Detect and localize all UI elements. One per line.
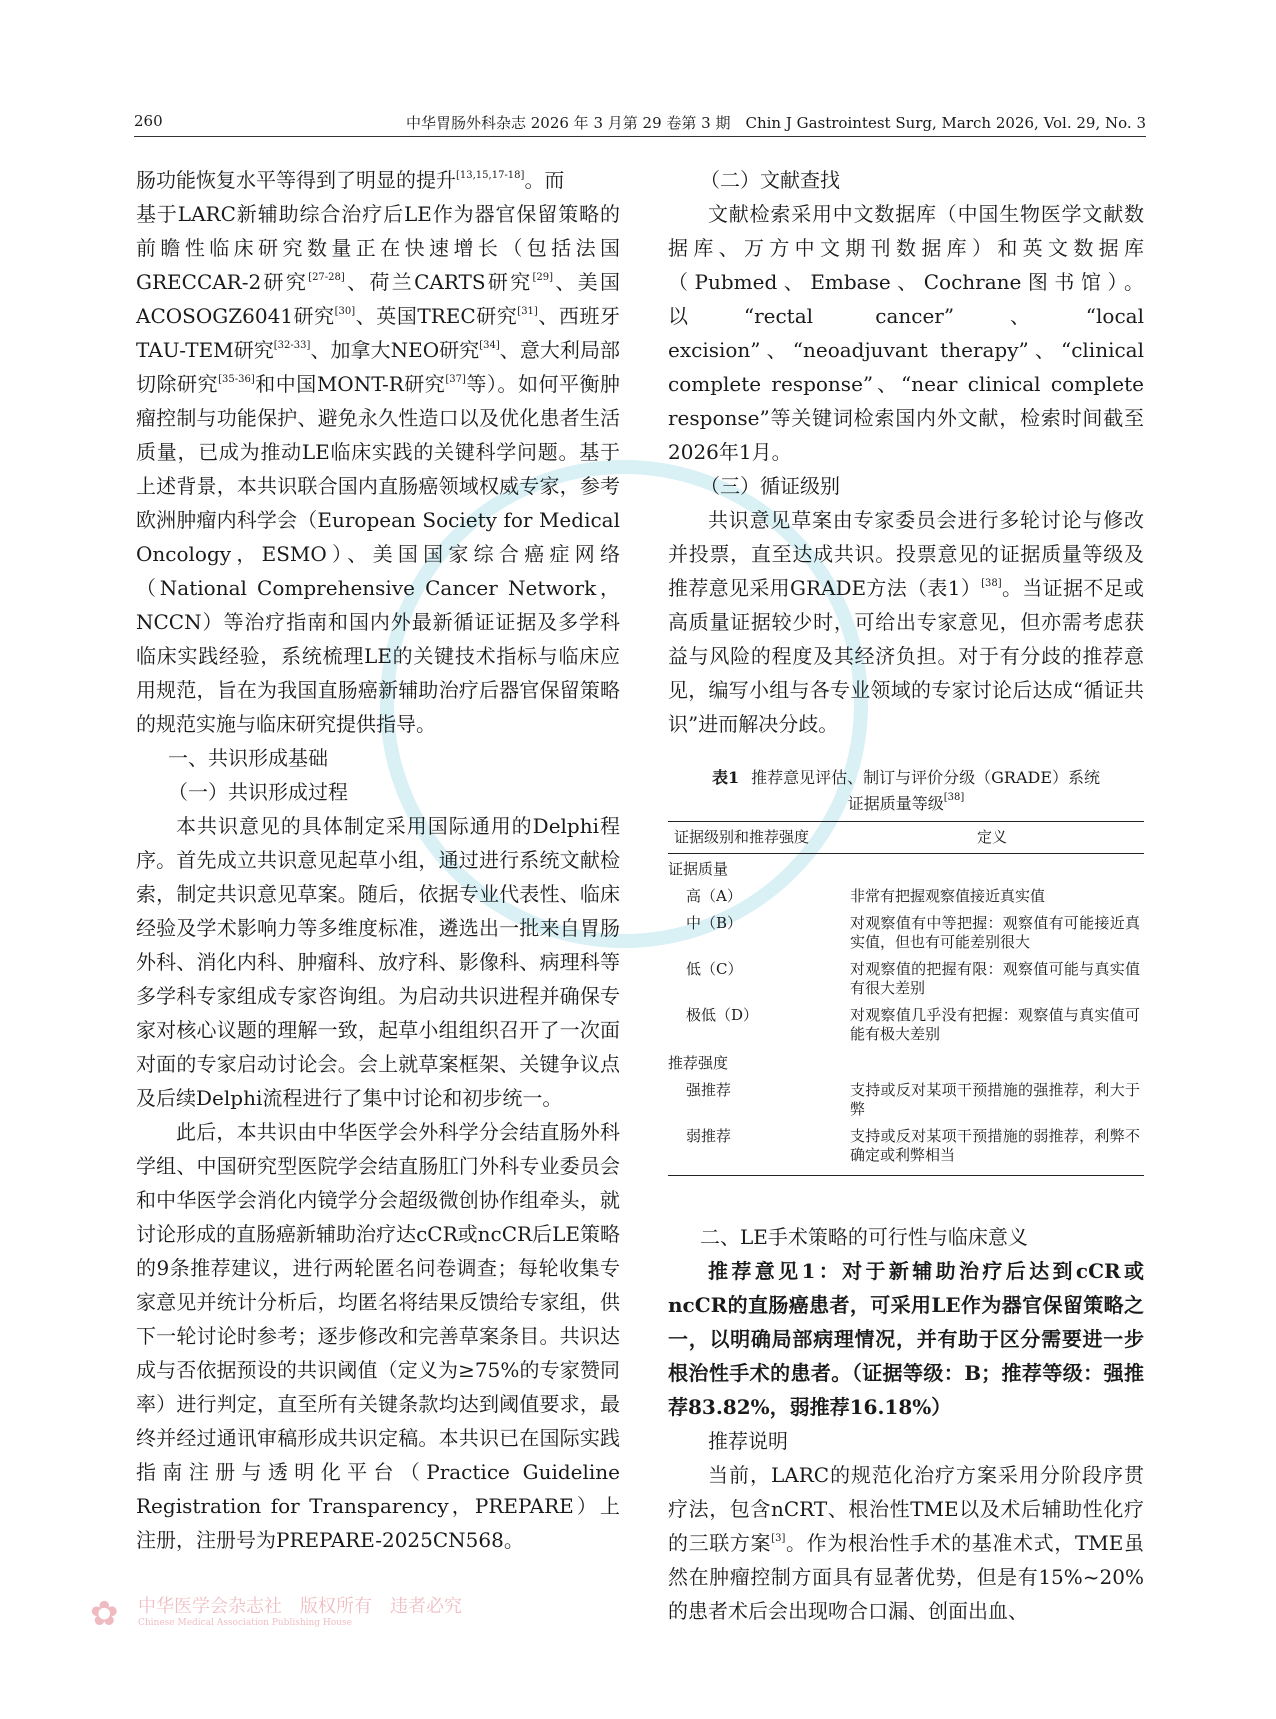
section-heading: 二、LE手术策略的可行性与临床意义 bbox=[700, 1225, 1028, 1249]
section-heading: 一、共识形成基础 bbox=[168, 746, 328, 770]
level-definition: 非常有把握观察值接近真实值 bbox=[850, 887, 1046, 905]
left-column bbox=[136, 163, 620, 1557]
table-group-label: 证据质量 bbox=[668, 860, 729, 878]
evidence-level: 低（C） bbox=[686, 960, 743, 978]
citation: [38] bbox=[981, 578, 1002, 589]
evidence-level: 强推荐 bbox=[686, 1081, 732, 1099]
table-row bbox=[668, 1077, 1144, 1123]
subsection-heading: （三）循证级别 bbox=[700, 474, 840, 498]
right-column bbox=[668, 163, 1144, 1628]
table-group-label: 推荐强度 bbox=[668, 1054, 729, 1072]
publisher-watermark bbox=[90, 1588, 510, 1644]
table-header: 定义 bbox=[840, 822, 1144, 854]
subsection-heading: （二）文献查找 bbox=[700, 168, 840, 192]
page-number: 260 bbox=[134, 112, 163, 130]
evidence-level: 中（B） bbox=[686, 914, 743, 932]
level-definition: 支持或反对某项干预措施的弱推荐，利弊不确定或利弊相当 bbox=[840, 1123, 1144, 1176]
grade-table bbox=[668, 821, 1144, 1176]
level-definition: 支持或反对某项干预措施的强推荐，利大于弊 bbox=[850, 1081, 1140, 1118]
evidence-level: 弱推荐 bbox=[668, 1123, 840, 1176]
paragraph: 文献检索采用中文数据库（中国生物医学文献数据库、万方中文期刊数据库）和英文数据库（Pubmed、Embase、Cochrane图书馆）。以“rectal cancer”、“local excision”、“neoadjuvant therapy”、“clinical complete response”、“near clinical complete response”等关键词检索国内外文献，检索时间截至2026年1月。 bbox=[668, 202, 1144, 464]
subsection-heading: （一）共识形成过程 bbox=[168, 780, 348, 804]
paragraph: 基于LARC新辅助综合治疗后LE作为器官保留策略的前瞻性临床研究数量正在快速增长（包括法国GRECCAR-2研究[27-28]、荷兰CARTS研究[29]、美国ACOSOGZ6041研究[30]、英国TREC研究[31]、西班牙TAU-TEM研究[32-33]、加拿大NEO研究[34]、意大利局部切除研究[35-36]和中国MONT-R研究[37]等）。如何平衡肿瘤控制与功能保护、避免永久性造口以及优化患者生活质量，已成为推动LE临床实践的关键科学问题。基于上述背景，本共识联合国内直肠癌领域权威专家，参考欧洲肿瘤内科学会（European Society for Medical Oncology，ESMO）、美国国家综合癌症网络（National Comprehensive Cancer Network，NCCN）等治疗指南和国内外最新循证证据及多学科临床实践经验，系统梳理LE的关键技术指标与临床应用规范，旨在为我国直肠癌新辅助治疗后器官保留策略的规范实施与临床研究提供指导。 bbox=[136, 202, 621, 736]
level-definition: 对观察值有中等把握：观察值有可能接近真实值，但也有可能差别很大 bbox=[850, 914, 1140, 951]
recommendation: 推荐意见1：对于新辅助治疗后达到cCR或ncCR的直肠癌患者，可采用LE作为器官保留策略之一，以明确局部病理情况，并有助于区分需要进一步根治性手术的患者。（证据等级：B；推荐等级：强推荐83.82%，弱推荐16.18%） bbox=[668, 1259, 1144, 1419]
page-header bbox=[134, 108, 1146, 137]
table-row bbox=[668, 883, 1144, 910]
journal-running-title: 中华胃肠外科杂志 2026 年 3 月第 29 卷第 3 期 Chin J Gastrointest Surg, March 2026, Vol. 29, No. 3 bbox=[405, 114, 1146, 132]
level-definition: 对观察值的把握有限：观察值可能与真实值有很大差别 bbox=[850, 960, 1140, 997]
publisher-text: 中华医学会杂志社 版权所有 违者必究 bbox=[138, 1596, 462, 1617]
flower-logo-icon: ✿ bbox=[90, 1594, 119, 1634]
paragraph: 肠功能恢复水平等得到了明显的提升[13,15,17-18]。而 bbox=[136, 168, 565, 192]
table-caption: 表1 推荐意见评估、制订与评价分级（GRADE）系统 证据质量等级[38] bbox=[711, 768, 1101, 813]
paragraph: 本共识意见的具体制定采用国际通用的Delphi程序。首先成立共识意见起草小组，通过进行系统文献检索，制定共识意见草案。随后，依据专业代表性、临床经验及学术影响力等多维度标准，遴选出一批来自胃肠外科、消化内科、肿瘤科、放疗科、影像科、病理科等多学科专家组成专家咨询组。为启动共识进程并确保专家对核心议题的理解一致，起草小组组织召开了一次面对面的专家启动讨论会。会上就草案框架、关键争议点及后续Delphi流程进行了集中讨论和初步统一。 bbox=[136, 814, 620, 1110]
table-row bbox=[668, 956, 1144, 1002]
paragraph: 此后，本共识由中华医学会外科学分会结直肠外科学组、中国研究型医院学会结直肠肛门外科专业委员会和中华医学会消化内镜学分会超级微创协作组牵头，就讨论形成的直肠癌新辅助治疗达cCR或ncCR后LE策略的9条推荐建议，进行两轮匿名问卷调查；每轮收集专家意见并统计分析后，均匿名将结果反馈给专家组，供下一轮讨论时参考；逐步修改和完善草案条目。共识达成与否依据预设的共识阈值（定义为≥75%的专家赞同率）进行判定，直至所有关键条款均达到阈值要求，最终并经过通讯审稿形成共识定稿。本共识已在国际实践指南注册与透明化平台（Practice Guideline Registration for Transparency，PREPARE）上注册，注册号为PREPARE-2025CN568。 bbox=[136, 1120, 620, 1552]
evidence-level: 高（A） bbox=[686, 887, 742, 905]
table-row bbox=[668, 1123, 1144, 1176]
table-row bbox=[668, 1002, 1144, 1048]
paragraph: 当前，LARC的规范化治疗方案采用分阶段序贯疗法，包含nCRT、根治性TME以及术后辅助性化疗的三联方案[3]。作为根治性手术的基准术式，TME虽然在肿瘤控制方面具有显著优势，但是有15%~20%的患者术后会出现吻合口漏、创面出血、 bbox=[668, 1463, 1145, 1623]
publisher-en-text: Chinese Medical Association Publishing House bbox=[138, 1618, 352, 1628]
table-header: 证据级别和推荐强度 bbox=[668, 822, 840, 854]
paragraph: 共识意见草案由专家委员会进行多轮讨论与修改并投票，直至达成共识。投票意见的证据质量等级及推荐意见采用GRADE方法（表1）[38]。当证据不足或高质量证据较少时，可给出专家意见，但亦需考虑获益与风险的程度及其经济负担。对于有分歧的推荐意见，编写小组与各专业领域的专家讨论后达成“循证共识”进而解决分歧。 bbox=[668, 508, 1145, 736]
recommendation-label: 推荐说明 bbox=[708, 1429, 788, 1453]
table-label: 表1 bbox=[711, 768, 740, 787]
citation: [13,15,17-18] bbox=[456, 170, 525, 181]
level-definition: 对观察值几乎没有把握：观察值与真实值可能有极大差别 bbox=[850, 1006, 1140, 1043]
citation: [3] bbox=[771, 1533, 786, 1544]
table-row bbox=[668, 910, 1144, 956]
evidence-level: 极低（D） bbox=[686, 1006, 759, 1024]
